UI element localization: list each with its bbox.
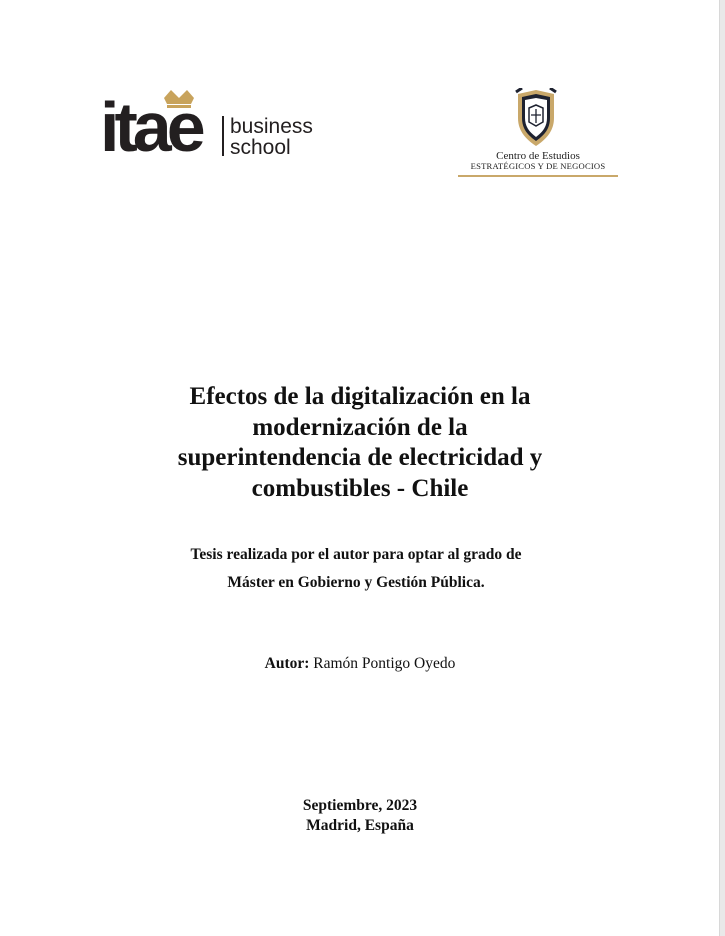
date-text: Septiembre, 2023 (302, 797, 418, 814)
description-line: Máster en Gobierno y Gestión Pública. (227, 574, 485, 591)
author-name: Ramón Pontigo Oyedo (313, 655, 456, 672)
centro-estudios-logo (455, 88, 621, 180)
crest-icon (512, 88, 560, 148)
thesis-title (150, 382, 570, 504)
title-line: modernización de la (252, 413, 468, 441)
itae-wordmark: itae (100, 88, 201, 166)
itae-subtitle-line1: business (230, 115, 313, 138)
author-line (150, 655, 570, 673)
itae-subtitle-line2: school (230, 136, 291, 159)
description-line: Tesis realizada por el autor para optar al grado de (190, 546, 522, 563)
thesis-description (150, 541, 562, 597)
itae-business-school-logo (100, 86, 330, 166)
centro-underline (458, 175, 618, 177)
location-text: Madrid, España (306, 817, 414, 834)
title-line: combustibles - Chile (251, 474, 469, 502)
title-line: Efectos de la digitalización en la (189, 383, 531, 410)
itae-subtitle (230, 116, 313, 158)
centro-line1: Centro de Estudios (496, 150, 580, 162)
logo-divider (222, 116, 224, 156)
date-location (150, 796, 570, 836)
author-label: Autor: (264, 655, 310, 672)
title-line: superintendencia de electricidad y (177, 444, 543, 471)
centro-line2: ESTRATÉGICOS Y DE NEGOCIOS (470, 161, 606, 171)
